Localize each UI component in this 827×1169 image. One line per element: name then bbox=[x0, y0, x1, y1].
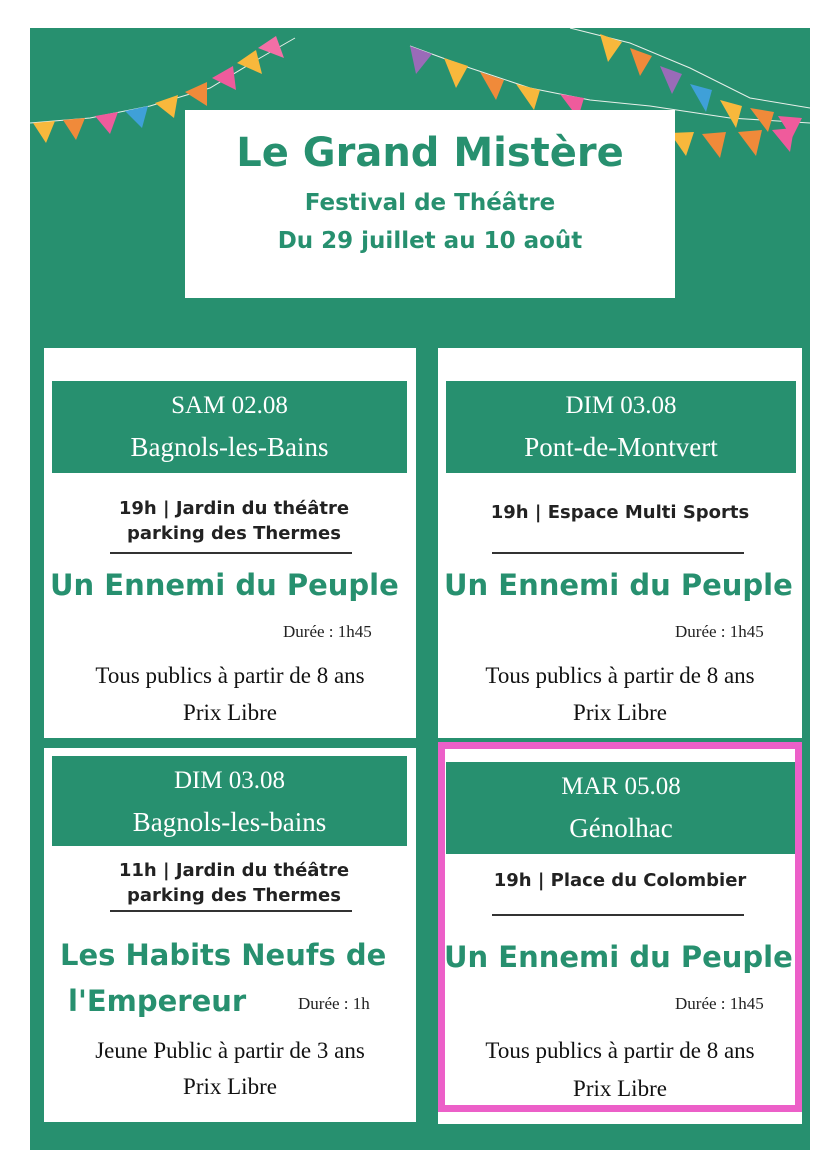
event-2-venue-line1: 19h | Espace Multi Sports bbox=[490, 502, 750, 523]
event-1-place: Bagnols-les-Bains bbox=[130, 432, 329, 462]
event-3-divider bbox=[110, 910, 352, 912]
event-3-venue bbox=[84, 858, 384, 908]
event-card-2 bbox=[438, 348, 802, 738]
festival-title: Le Grand Mistère bbox=[236, 130, 624, 176]
event-4-venue-line1: 19h | Place du Colombier bbox=[493, 870, 747, 891]
highlight-frame bbox=[438, 742, 802, 1112]
event-2-audience: Tous publics à partir de 8 ans bbox=[485, 663, 755, 688]
event-1-duration: Durée : 1h45 bbox=[283, 622, 372, 641]
festival-dates: Du 29 juillet au 10 août bbox=[277, 228, 583, 254]
event-2-venue bbox=[458, 500, 782, 525]
event-1-divider bbox=[110, 552, 352, 554]
event-3-show-title-line1: Les Habits Neufs de bbox=[60, 938, 387, 972]
event-2-day: DIM 03.08 bbox=[565, 392, 677, 419]
event-3-venue-line1: 11h | Jardin du théâtre bbox=[118, 860, 350, 881]
event-3-duration: Durée : 1h bbox=[298, 994, 370, 1013]
event-2-header bbox=[446, 381, 796, 473]
title-box bbox=[185, 110, 675, 298]
event-1-venue-line2: parking des Thermes bbox=[127, 523, 341, 544]
festival-subtitle: Festival de Théâtre bbox=[304, 190, 556, 216]
event-2-divider bbox=[492, 552, 744, 554]
event-card-1 bbox=[44, 348, 416, 738]
event-4-show-title: Un Ennemi du Peuple bbox=[444, 940, 793, 974]
event-2-place: Pont-de-Montvert bbox=[524, 432, 718, 462]
event-2-duration: Durée : 1h45 bbox=[675, 622, 764, 641]
event-1-day: SAM 02.08 bbox=[171, 392, 288, 419]
event-1-header bbox=[52, 381, 407, 473]
event-3-header bbox=[52, 756, 407, 846]
event-2-price: Prix Libre bbox=[573, 700, 667, 725]
event-4-price: Prix Libre bbox=[573, 1076, 667, 1101]
event-3-audience: Jeune Public à partir de 3 ans bbox=[95, 1038, 365, 1063]
event-1-show-title: Un Ennemi du Peuple bbox=[50, 568, 399, 602]
event-3-venue-line2: parking des Thermes bbox=[127, 885, 341, 906]
event-card-3 bbox=[44, 748, 416, 1122]
event-4-audience: Tous publics à partir de 8 ans bbox=[485, 1038, 755, 1063]
event-3-show-title-line2: l'Empereur bbox=[68, 984, 247, 1018]
event-4-place: Génolhac bbox=[569, 813, 673, 843]
event-4-day: MAR 05.08 bbox=[561, 773, 681, 800]
event-1-audience: Tous publics à partir de 8 ans bbox=[95, 663, 365, 688]
event-4-duration: Durée : 1h45 bbox=[675, 994, 764, 1013]
event-3-day: DIM 03.08 bbox=[173, 767, 286, 794]
event-1-venue-line1: 19h | Jardin du théâtre bbox=[118, 498, 350, 519]
event-1-venue bbox=[84, 496, 384, 546]
event-3-place: Bagnols-les-bains bbox=[132, 807, 327, 837]
event-card-4 bbox=[438, 742, 802, 1124]
event-3-price: Prix Libre bbox=[183, 1074, 277, 1099]
event-2-show-title: Un Ennemi du Peuple bbox=[444, 568, 793, 602]
event-1-price: Prix Libre bbox=[183, 700, 277, 725]
